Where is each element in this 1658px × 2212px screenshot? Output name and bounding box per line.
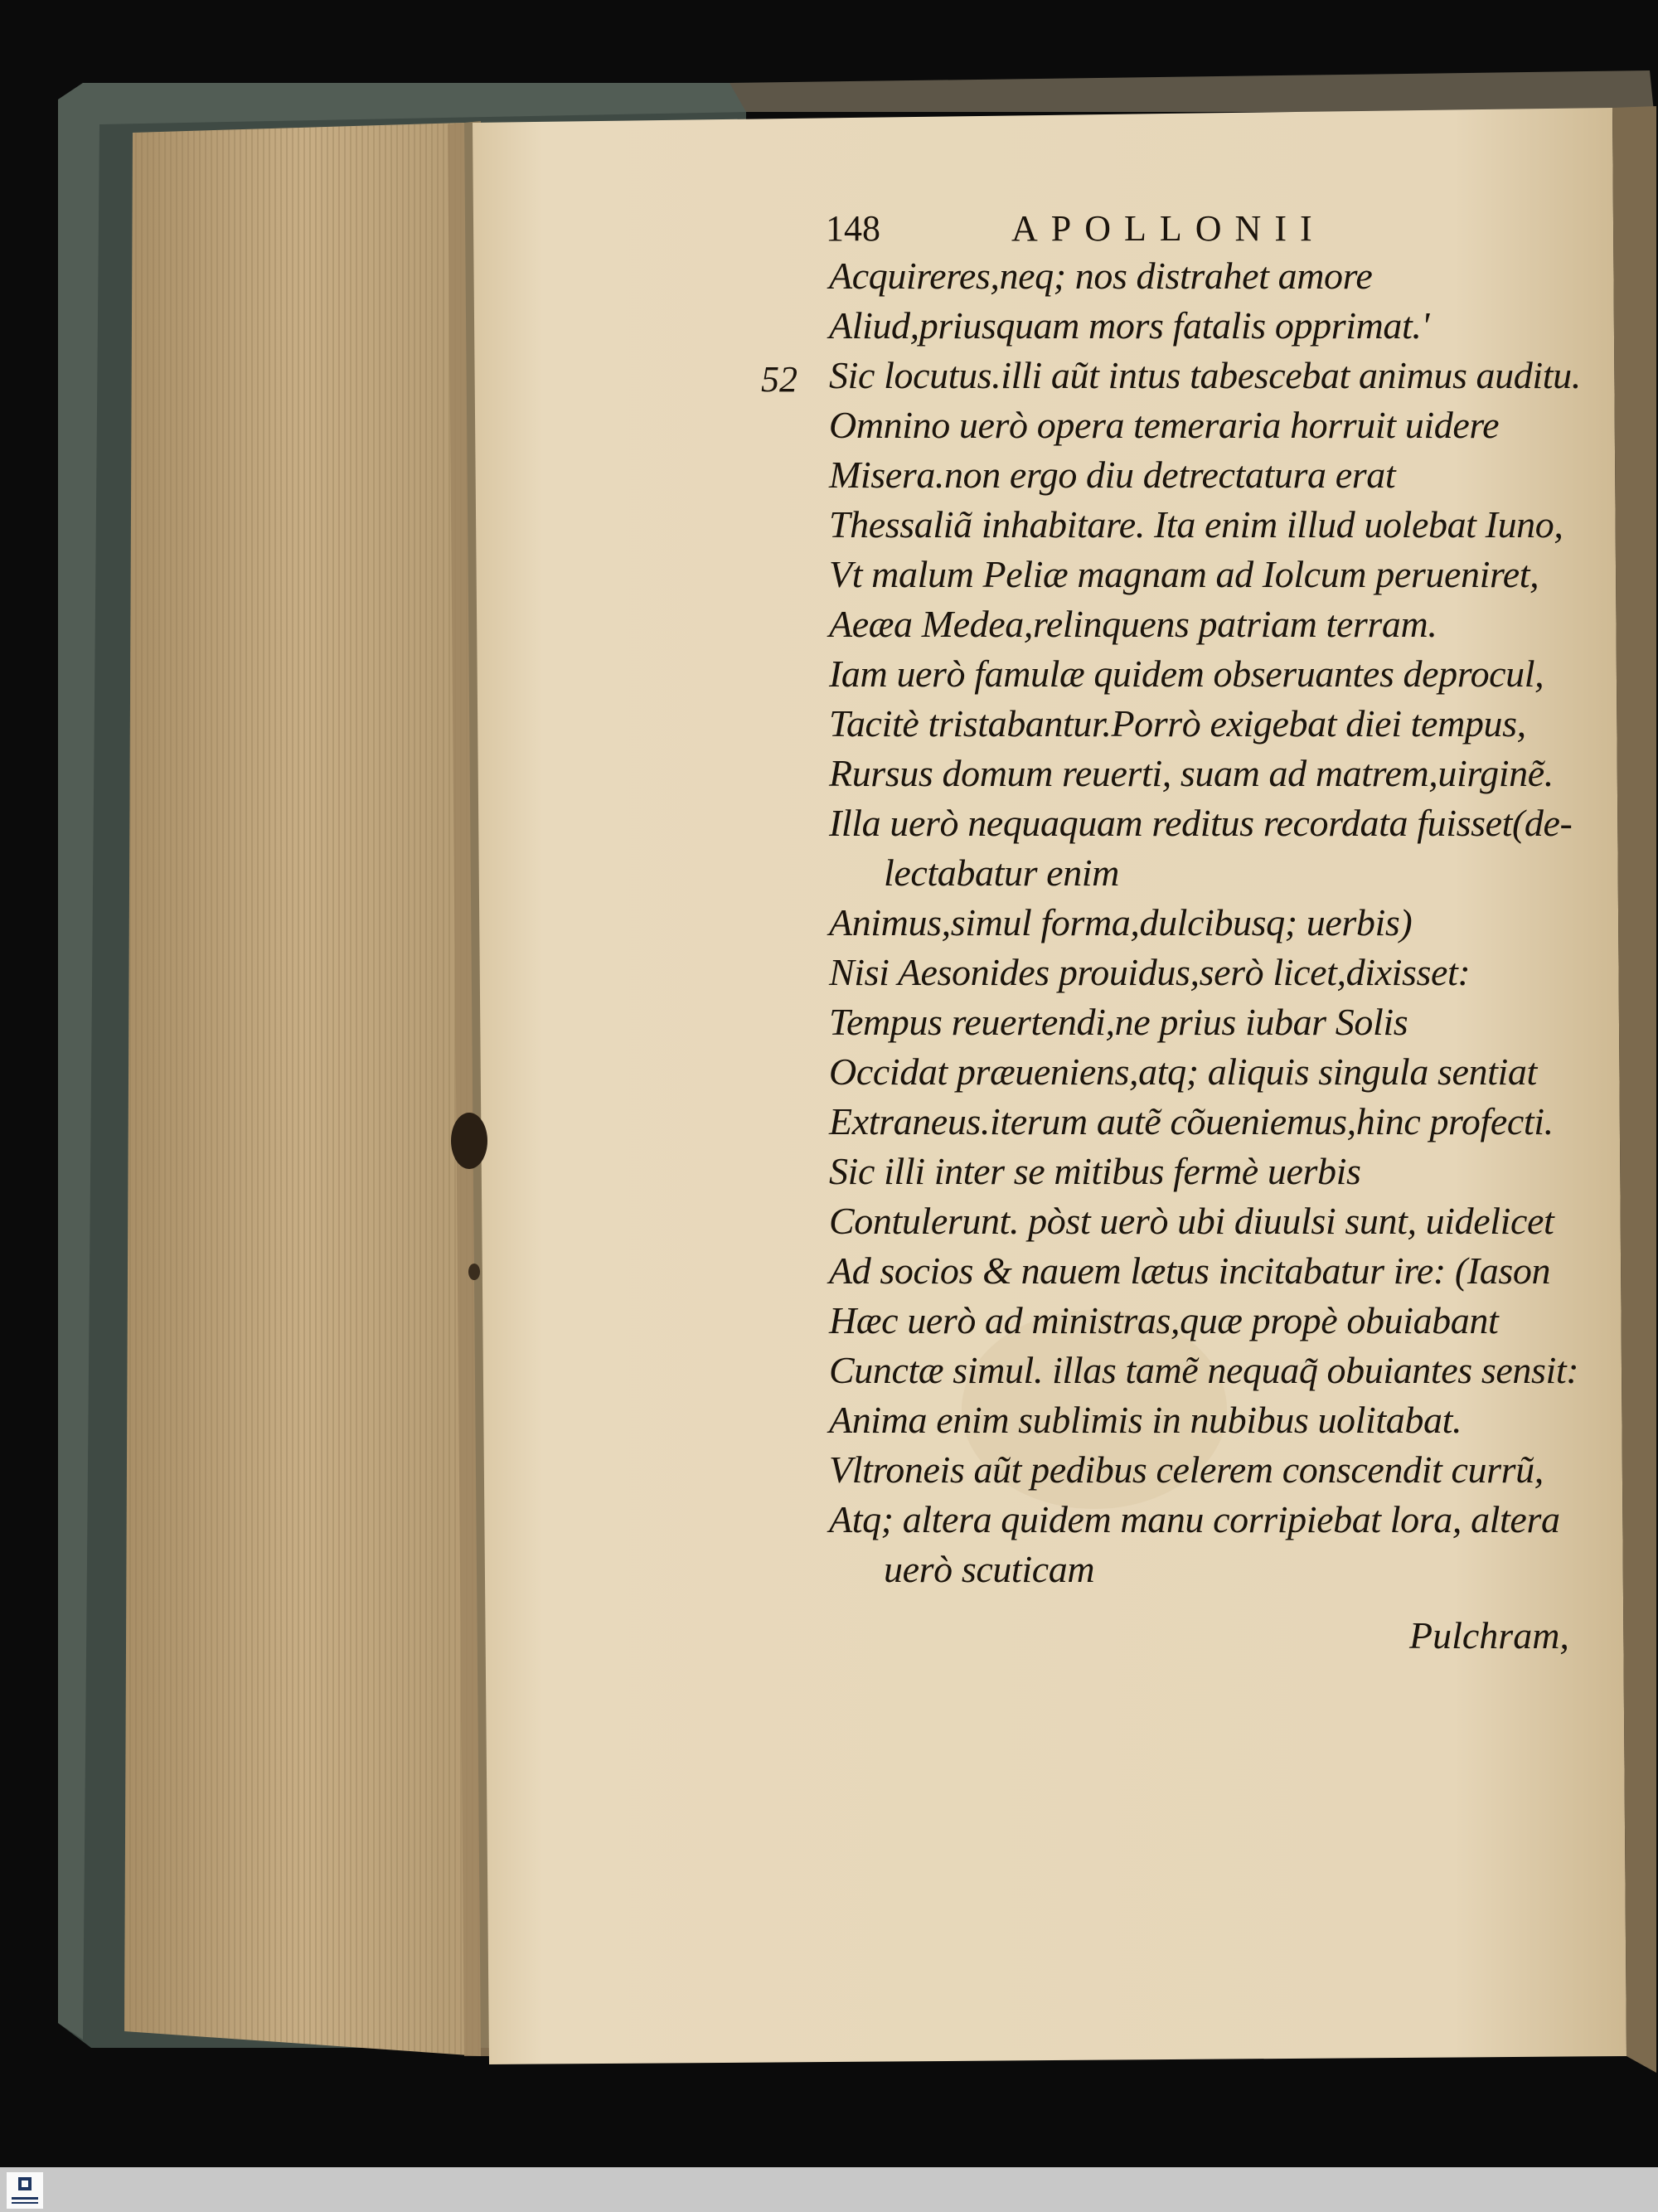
verse-line: Omnino uerò opera temeraria horruit uidere: [829, 404, 1500, 446]
verse-line: Contulerunt. pòst uerò ubi diuulsi sunt, uidelicet: [829, 1200, 1554, 1242]
verse-line: Vt malum Peliæ magnam ad Iolcum perueniret,: [829, 553, 1539, 595]
verse-line: Rursus domum reuerti, suam ad matrem,uirginẽ.: [829, 752, 1554, 794]
verse-line: Sic locutus.illi aũt intus tabescebat animus auditu.: [829, 354, 1581, 396]
verse-line: Aliud,priusquam mors fatalis opprimat.': [829, 304, 1429, 347]
catchword: Pulchram,: [1409, 1614, 1569, 1657]
verse-line: Anima enim sublimis in nubibus uolitabat.: [829, 1399, 1462, 1441]
verse-line: Occidat præueniens,atq; aliquis singula sentiat: [829, 1050, 1537, 1093]
verse-line: Nisi Aesonides prouidus,serò licet,dixisset:: [829, 951, 1471, 993]
verse-line: Tempus reuertendi,ne prius iubar Solis: [829, 1001, 1408, 1043]
verse-line: Animus,simul forma,dulcibusq; uerbis): [829, 901, 1413, 943]
verse-line-continuation: uerò scuticam: [884, 1548, 1095, 1590]
running-head: APOLLONII: [1011, 208, 1326, 249]
verse-line: Sic illi inter se mitibus fermè uerbis: [829, 1150, 1361, 1192]
page-number: 148: [826, 208, 880, 249]
verse-line: Ad socios & nauem lætus incitabatur ire: (Iason: [829, 1249, 1551, 1292]
verse-line: Atq; altera quidem manu corripiebat lora, altera: [829, 1498, 1560, 1540]
verse-line: Thessaliã inhabitare. Ita enim illud uolebat Iuno,: [829, 503, 1563, 546]
verse-line-continuation: lectabatur enim: [884, 851, 1119, 894]
verse-line: Vltroneis aũt pedibus celerem conscendit currũ,: [829, 1448, 1544, 1491]
verse-line: Hæc uerò ad ministras,quæ propè obuiabant: [829, 1299, 1499, 1341]
verse-line: Illa uerò nequaquam reditus recordata fuisset(de-: [829, 802, 1573, 844]
verse-line: Aeæa Medea,relinquens patriam terram.: [829, 603, 1437, 645]
verse-line: Misera.non ergo diu detrectatura erat: [829, 454, 1396, 496]
verse-line: Acquireres,neq; nos distrahet amore: [829, 255, 1373, 297]
margin-line-number: 52: [761, 359, 797, 400]
library-logo-icon[interactable]: [7, 2172, 43, 2209]
library-logo-glyph: [7, 2172, 43, 2209]
viewer-footer-bar: [0, 2167, 1658, 2212]
verse-line: Extraneus.iterum autẽ cõueniemus,hinc profecti.: [829, 1100, 1554, 1142]
page-header: [826, 207, 1326, 250]
verse-line: Iam uerò famulæ quidem obseruantes deprocul,: [829, 652, 1544, 695]
verse-line: Tacitè tristabantur.Porrò exigebat diei tempus,: [829, 702, 1526, 745]
verse-line: Cunctæ simul. illas tamẽ nequaq̃ obuiantes sensit:: [829, 1349, 1579, 1391]
